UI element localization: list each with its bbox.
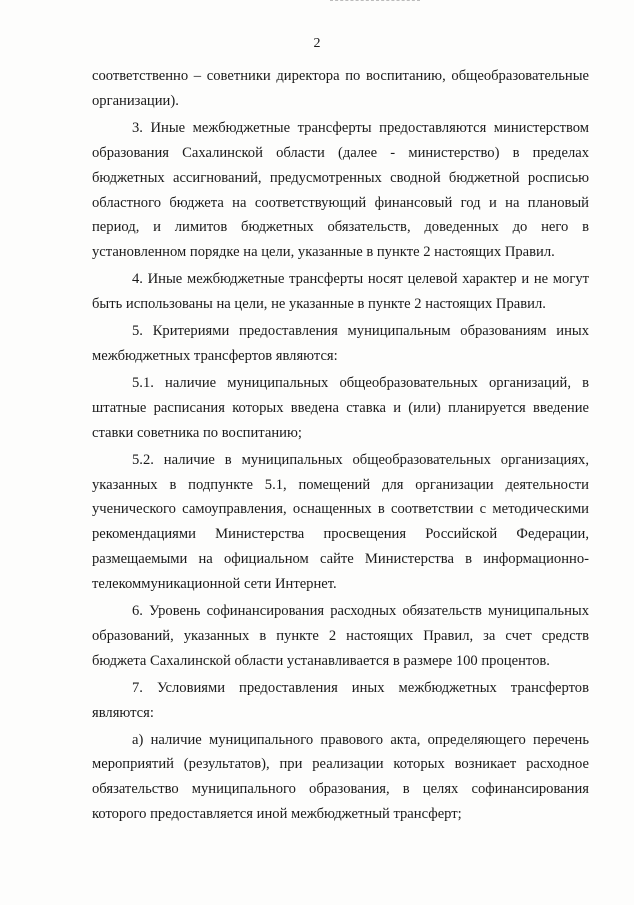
paragraph-7: 7. Условиями предоставления иных межбюджетных трансфертов являются: bbox=[92, 679, 589, 721]
paragraph-5-2: 5.2. наличие в муниципальных общеобразовательных организациях, указанных в подпункте 5.1, помещений для организации деятельности ученического самоуправления, оснащенных в соответствии с методическими рекомендациями Министерства просвещения Российской Федерации, размещаемыми на официальном сайте Министерства в информационно-телекоммуникационной сети Интернет. bbox=[92, 451, 589, 593]
paragraph-5-1: 5.1. наличие муниципальных общеобразовательных организаций, в штатные расписания которых введена ставка и (или) планируется введение ставки советника по воспитанию; bbox=[92, 374, 589, 441]
paragraph-7-a: а) наличие муниципального правового акта, определяющего перечень мероприятий (результатов), при реализации которых возникает расходное обязательство муниципального образования, в целях софинансирования которого предоставляется иной межбюджетный трансферт; bbox=[92, 731, 589, 823]
paragraph-4: 4. Иные межбюджетные трансферты носят целевой характер и не могут быть использованы на цели, не указанные в пункте 2 настоящих Правил. bbox=[92, 271, 589, 313]
paragraph-continuation: соответственно – советники директора по воспитанию, общеобразовательные организации). bbox=[92, 68, 589, 109]
scan-edge-mark bbox=[330, 0, 420, 3]
paragraph-6: 6. Уровень софинансирования расходных обязательств муниципальных образований, указанных в пункте 2 настоящих Правил, за счет средств бюджета Сахалинской области устанавливается в размере 100 процентов. bbox=[92, 603, 589, 669]
paragraph-5: 5. Критериями предоставления муниципальным образованиям иных межбюджетных трансфертов являются: bbox=[92, 323, 589, 364]
paragraph-3: 3. Иные межбюджетные трансферты предоставляются министерством образования Сахалинской области (далее - министерство) в пределах бюджетных ассигнований, предусмотренных сводной бюджетной росписью областного бюджета на соответствующий финансовый год и на плановый период, и лимитов бюджетных обязательств, доведенных до него в установленном порядке на цели, указанные в пункте 2 настоящих Правил. bbox=[92, 119, 589, 261]
page-number: 2 bbox=[313, 36, 321, 51]
document-body bbox=[92, 64, 589, 827]
